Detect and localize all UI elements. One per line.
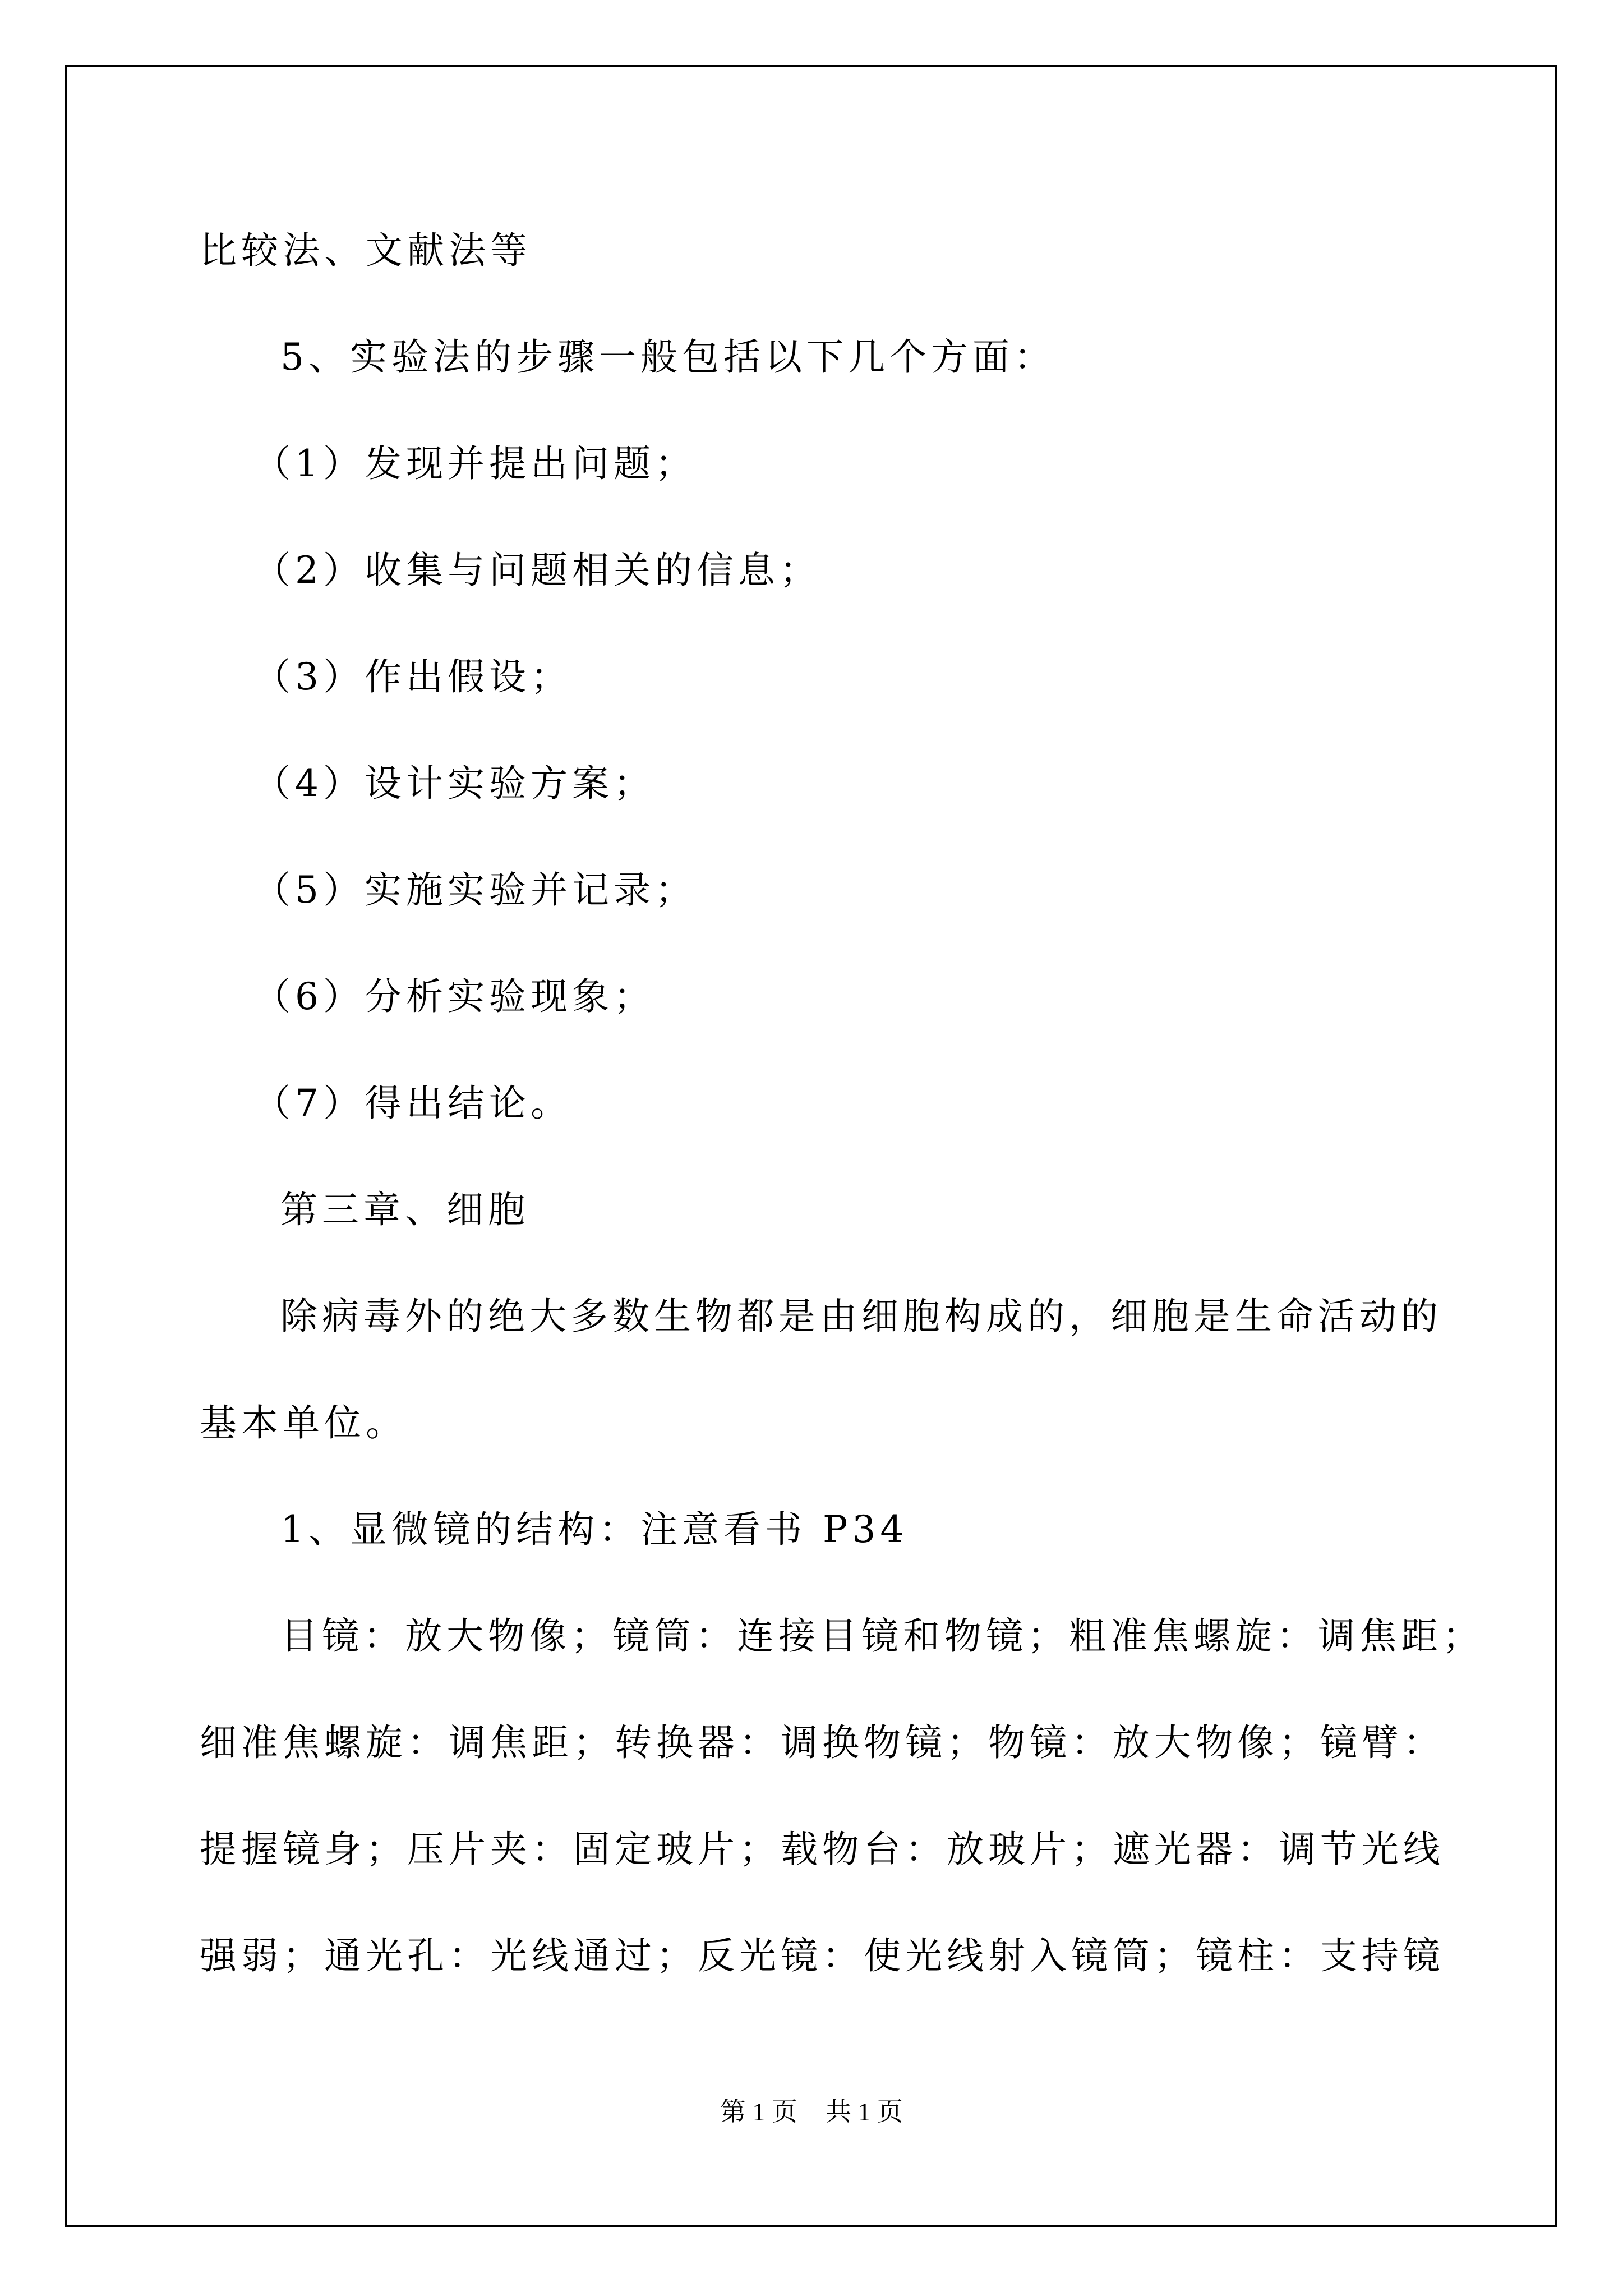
list-item-7: （7）得出结论。 [253, 1082, 572, 1125]
page-number: 第 1 页 [720, 2097, 797, 2126]
text-line-intro-1: 除病毒外的绝大多数生物都是由细胞构成的，细胞是生命活动的 [280, 1295, 1442, 1338]
list-item-5: （5）实施实验并记录； [253, 868, 697, 912]
list-item-2: （2）收集与问题相关的信息； [253, 549, 821, 592]
text-line-2: 5、实验法的步骤一般包括以下几个方面： [280, 335, 1055, 379]
text-line-structure-3: 提握镜身；压片夹：固定玻片；载物台：放玻片；遮光器：调节光线 [200, 1828, 1445, 1871]
text-line-structure-4: 强弱；通光孔：光线通过；反光镜：使光线射入镜筒；镜柱：支持镜 [200, 1934, 1445, 1977]
section-heading: 1、显微镜的结构：注意看书 P34 [280, 1508, 909, 1551]
list-item-3: （3）作出假设； [253, 655, 572, 698]
list-item-6: （6）分析实验现象； [253, 975, 655, 1018]
text-line-structure-1: 目镜：放大物像；镜筒：连接目镜和物镜；粗准焦螺旋：调焦距； [280, 1614, 1484, 1658]
page-border [65, 65, 1557, 2227]
page-footer [0, 2095, 1623, 2129]
chapter-heading: 第三章、细胞 [280, 1188, 529, 1231]
list-item-4: （4）设计实验方案； [253, 762, 655, 805]
page-total: 共 1 页 [826, 2097, 903, 2126]
text-line-1: 比较法、文献法等 [200, 229, 532, 272]
list-item-1: （1）发现并提出问题； [253, 442, 697, 485]
text-line-intro-2: 基本单位。 [200, 1401, 407, 1444]
text-line-structure-2: 细准焦螺旋：调焦距；转换器：调换物镜；物镜：放大物像；镜臂： [200, 1721, 1445, 1764]
